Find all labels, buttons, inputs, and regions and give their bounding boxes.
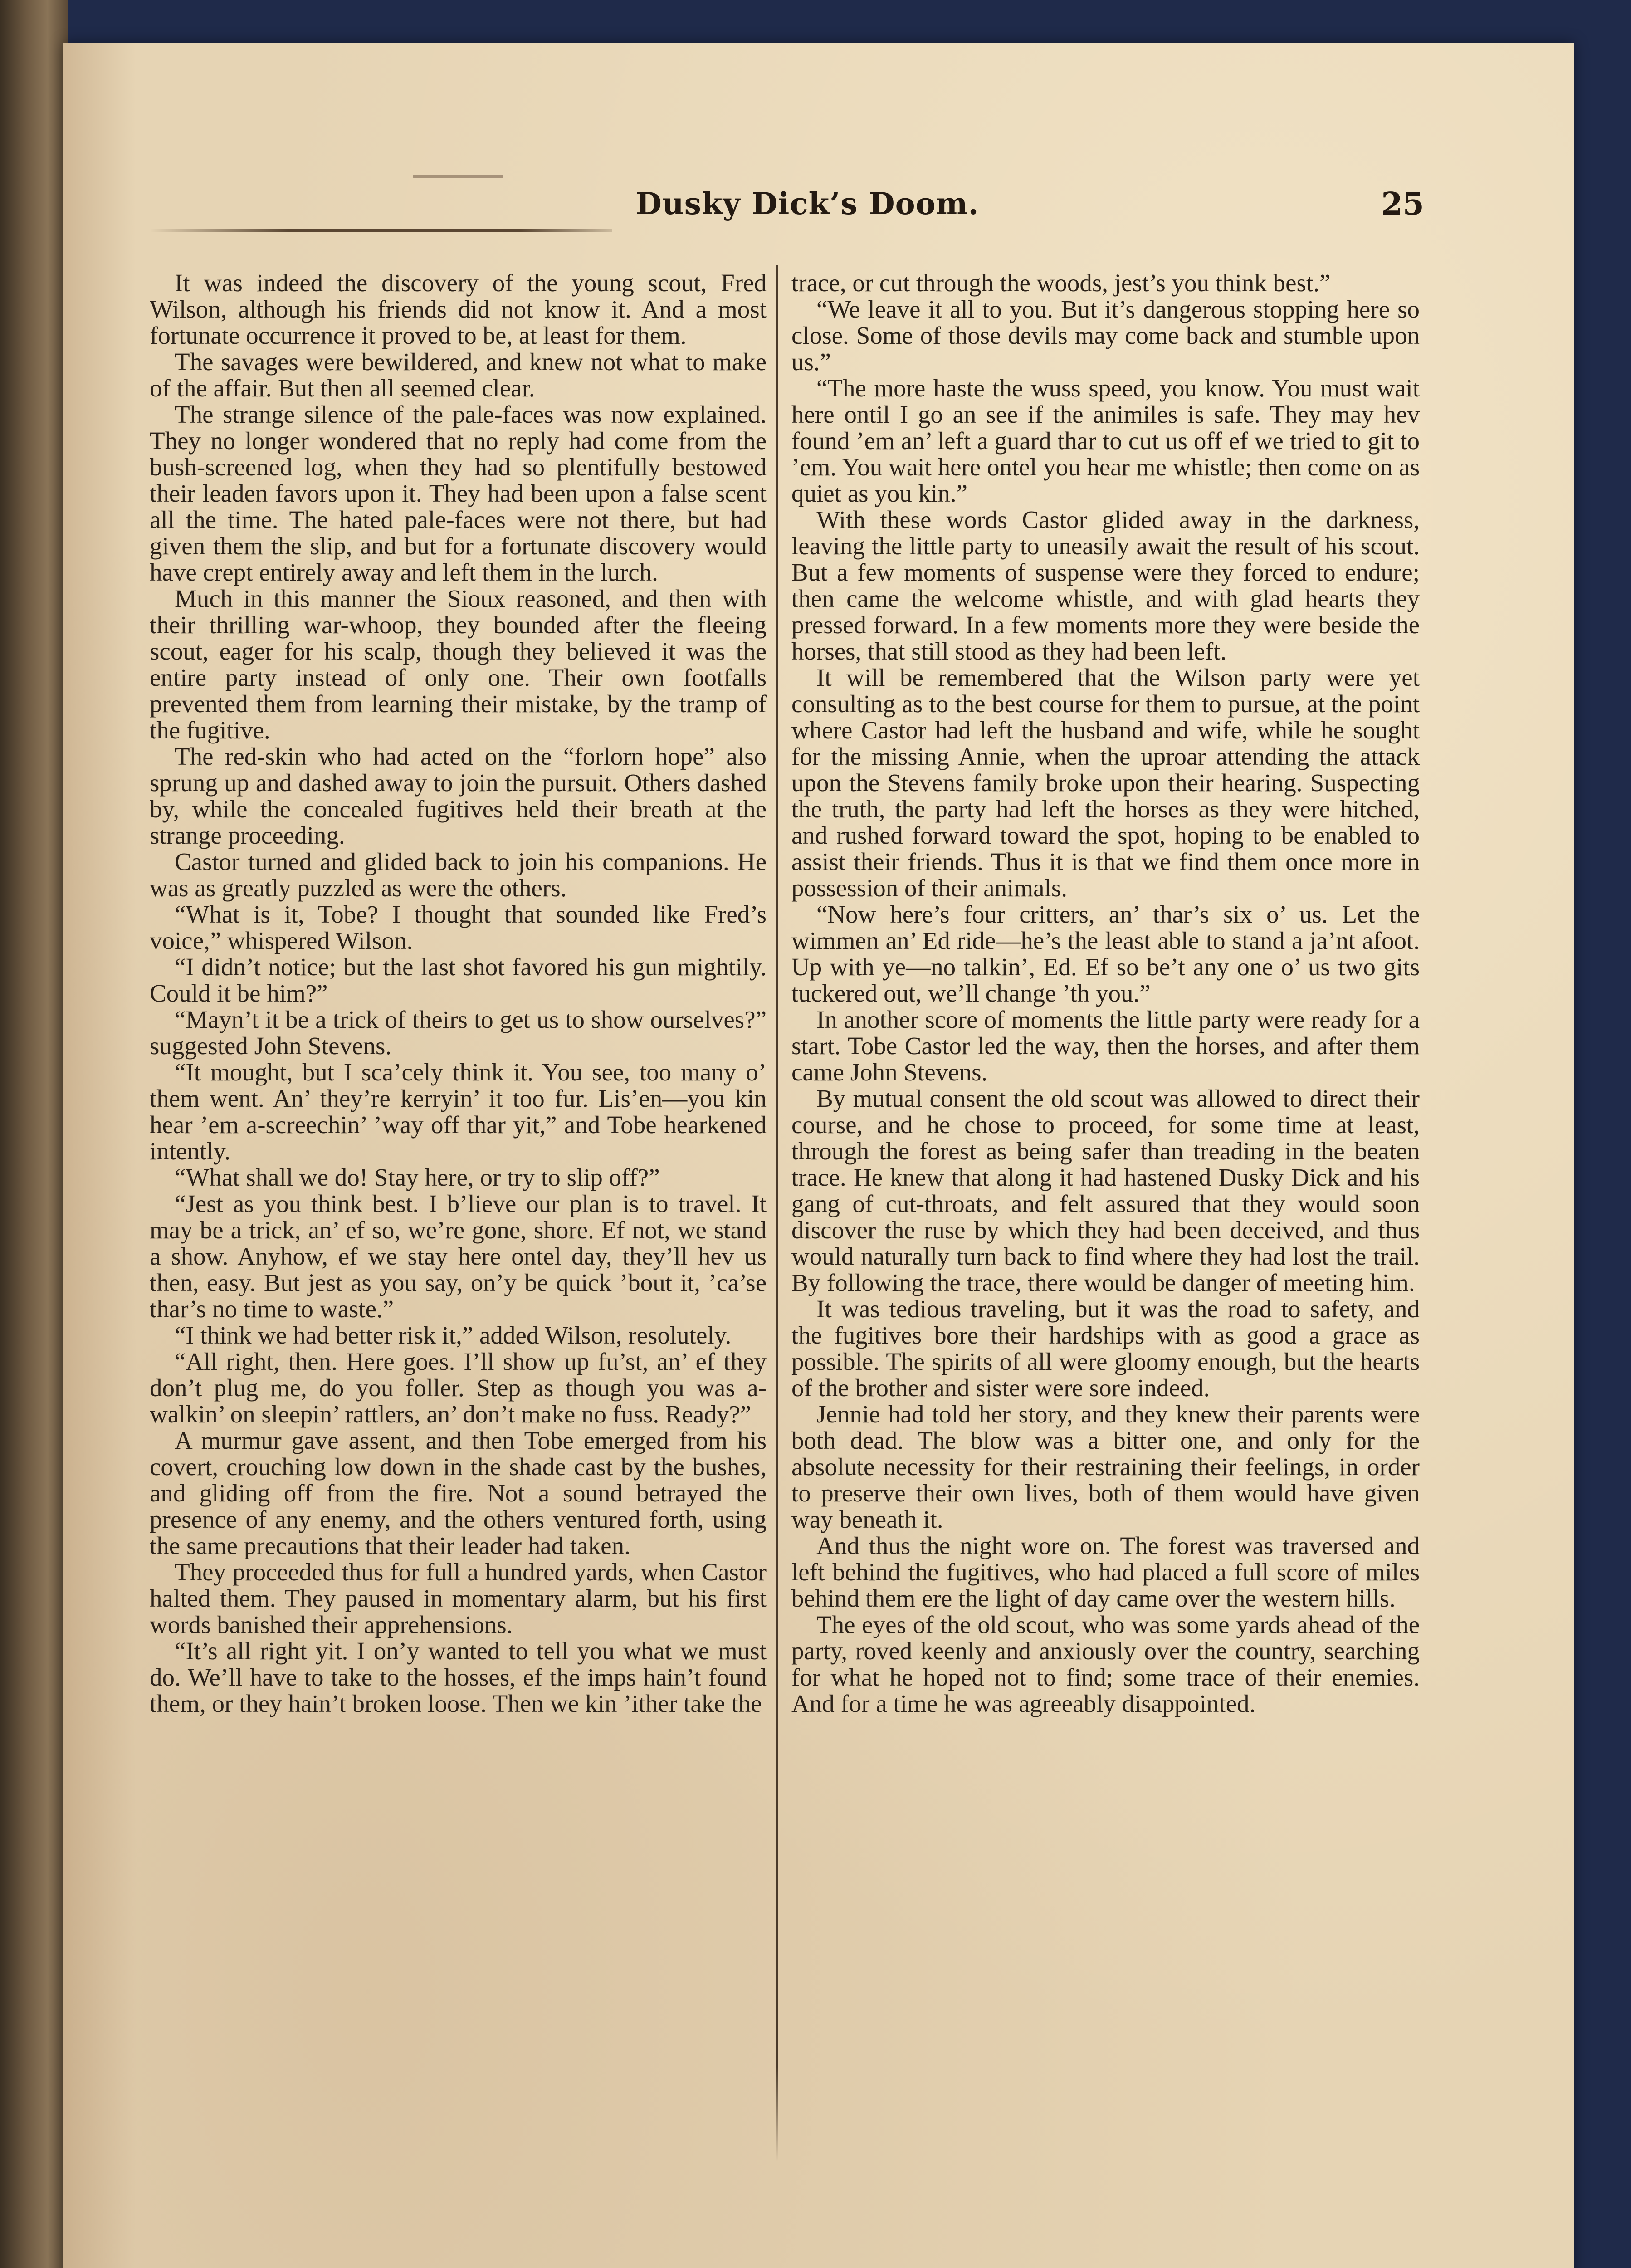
paragraph: “What shall we do! Stay here, or try to slip off?” — [175, 1163, 660, 1191]
left-text-column — [150, 270, 767, 2157]
paragraph: In another score of moments the little party were ready for a start. Tobe Castor led the way, then the horses, and after them came John Stevens. — [791, 1006, 1420, 1086]
paragraph: “I think we had better risk it,” added Wilson, resolutely. — [175, 1321, 732, 1349]
paragraph: The strange silence of the pale-faces was now explained. They no longer wondered that no reply had come from the bush-screened log, when they had so plentifully bestowed their leaden favors upon it. They had been upon a false scent all the time. The hated pale-faces were not there, but had given them the slip, and but for a fortunate discovery would have crept entirely away and left them in the lurch. — [150, 401, 767, 586]
column-divider — [776, 265, 778, 2161]
page-number: 25 — [1381, 186, 1424, 222]
paragraph: A murmur gave assent, and then Tobe emerged from his covert, crouching low down in the shade cast by the bushes, and gliding off from the fire. Not a sound betrayed the presence of any enemy, and the others ventured forth, using the same precautions that their leader had taken. — [150, 1427, 767, 1559]
paragraph: With these words Castor glided away in the darkness, leaving the little party to uneasily await the result of his scout. But a few moments of suspense were they forced to endure; then came the welcome whistle, and with glad hearts they pressed forward. In a few moments more they were beside the horses, that still stood as they had been left. — [791, 506, 1420, 665]
binding-edge — [0, 0, 68, 2268]
header-rule — [150, 229, 612, 232]
header-ornament — [413, 175, 503, 178]
paragraph: It will be remembered that the Wilson party were yet consulting as to the best course for them to pursue, at the point where Castor had left the husband and wife, while he sought for the missing Annie, when the uproar attending the attack upon the Stevens family broke upon their hearing. Suspecting the truth, the party had left the horses as they were hitched, and rushed forward toward the spot, hoping to be enabled to assist their friends. Thus it is that we find them once more in possession of their animals. — [791, 664, 1420, 902]
paragraph: Jennie had told her story, and they knew their parents were both dead. The blow was a bitter one, and only for the absolute necessity for their restraining their feelings, in order to preserve their own lives, both of them would have given way beneath it. — [791, 1400, 1420, 1533]
paragraph: And thus the night wore on. The forest was traversed and left behind the fugitives, who had placed a full score of miles behind them ere the light of day came over the western hills. — [791, 1532, 1420, 1612]
paragraph: Much in this manner the Sioux reasoned, and then with their thrilling war-whoop, they bounded after the fleeing scout, eager for his scalp, though they believed it was the entire party instead of only one. Their own footfalls prevented them from learning their mistake, by the tramp of the fugitive. — [150, 585, 767, 744]
paragraph: “What is it, Tobe? I thought that sounded like Fred’s voice,” whispered Wilson. — [150, 900, 767, 954]
paragraph: It was indeed the discovery of the young scout, Fred Wilson, although his friends did not know it. And a most fortunate occurrence it proved to be, at least for them. — [150, 270, 767, 349]
paragraph: “It’s all right yit. I on’y wanted to tell you what we must do. We’ll have to take to the hosses, ef the imps hain’t found them, or they hain’t broken loose. Then we kin ’ither take the — [150, 1637, 767, 1717]
paragraph: “We leave it all to you. But it’s dangerous stopping here so close. Some of those devils may come back and stumble upon us.” — [791, 295, 1420, 376]
paragraph: The red-skin who had acted on the “forlorn hope” also sprung up and dashed away to join the pursuit. Others dashed by, while the concealed fugitives held their breath at the strange proceeding. — [150, 743, 767, 849]
paragraph: By mutual consent the old scout was allowed to direct their course, and he chose to proceed, for some time at least, through the forest as being safer than treading in the beaten trace. He knew that along it had hastened Dusky Dick and his gang of cut-throats, and felt assured that they would soon discover the ruse by which they had been deceived, and thus would naturally turn back to find where they had lost the trail. By following the trace, there would be danger of meeting him. — [791, 1085, 1420, 1296]
paragraph: “The more haste the wuss speed, you know. You must wait here ontil I go an see if the animiles is safe. They may hev found ’em an’ left a guard thar to cut us off ef we tried to git to ’em. You wait here ontel you hear me whistle; then come on as quiet as you kin.” — [791, 374, 1420, 507]
paragraph: The eyes of the old scout, who was some yards ahead of the party, roved keenly and anxiously over the country, searching for what he hoped not to find; some trace of their enemies. And for a time he was agreeably disappointed. — [791, 1611, 1420, 1717]
paragraph-continuation: trace, or cut through the woods, jest’s you think best.” — [791, 270, 1331, 297]
paragraph: It was tedious traveling, but it was the road to safety, and the fugitives bore their hardships with as good a grace as possible. The spirits of all were gloomy enough, but the hearts of the brother and sister were sore indeed. — [791, 1295, 1420, 1402]
paragraph: “Mayn’t it be a trick of theirs to get us to show ourselves?” suggested John Stevens. — [150, 1006, 767, 1060]
running-head-title: Dusky Dick’s Doom. — [635, 186, 979, 221]
paragraph: “It mought, but I sca’cely think it. You see, too many o’ them went. An’ they’re kerryin’ it too fur. Lis’en—you kin hear ’em a-screechin’ ’way off thar yit,” and Tobe hearkened intently. — [150, 1058, 767, 1165]
paragraph: The savages were bewildered, and knew not what to make of the affair. But then all seemed clear. — [150, 348, 767, 402]
paragraph: “I didn’t notice; but the last shot favored his gun mightily. Could it be him?” — [150, 953, 767, 1007]
paragraph: They proceeded thus for full a hundred yards, when Castor halted them. They paused in momentary alarm, but his first words banished their apprehensions. — [150, 1558, 767, 1638]
paragraph: “Jest as you think best. I b’lieve our plan is to travel. It may be a trick, an’ ef so, we’re gone, shore. Ef not, we stand a show. Anyhow, ef we stay here ontel day, they’ll hev us then, easy. But jest as you say, on’y be quick ’bout it, ’ca’se thar’s no time to waste.” — [150, 1190, 767, 1323]
paragraph: “All right, then. Here goes. I’ll show up fu’st, an’ ef they don’t plug me, do you foller. Step as though you was a-walkin’ on sleepin’ rattlers, an’ don’t make no fuss. Ready?” — [150, 1348, 767, 1428]
paragraph: Castor turned and glided back to join his companions. He was as greatly puzzled as were the others. — [150, 848, 767, 902]
paragraph: “Now here’s four critters, an’ thar’s six o’ us. Let the wimmen an’ Ed ride—he’s the least able to stand a ja’nt afoot. Up with ye—no talkin’, Ed. Ef so be’t any one o’ us two gits tuckered out, we’ll change ’th you.” — [791, 900, 1420, 1007]
right-text-column — [791, 270, 1420, 2157]
